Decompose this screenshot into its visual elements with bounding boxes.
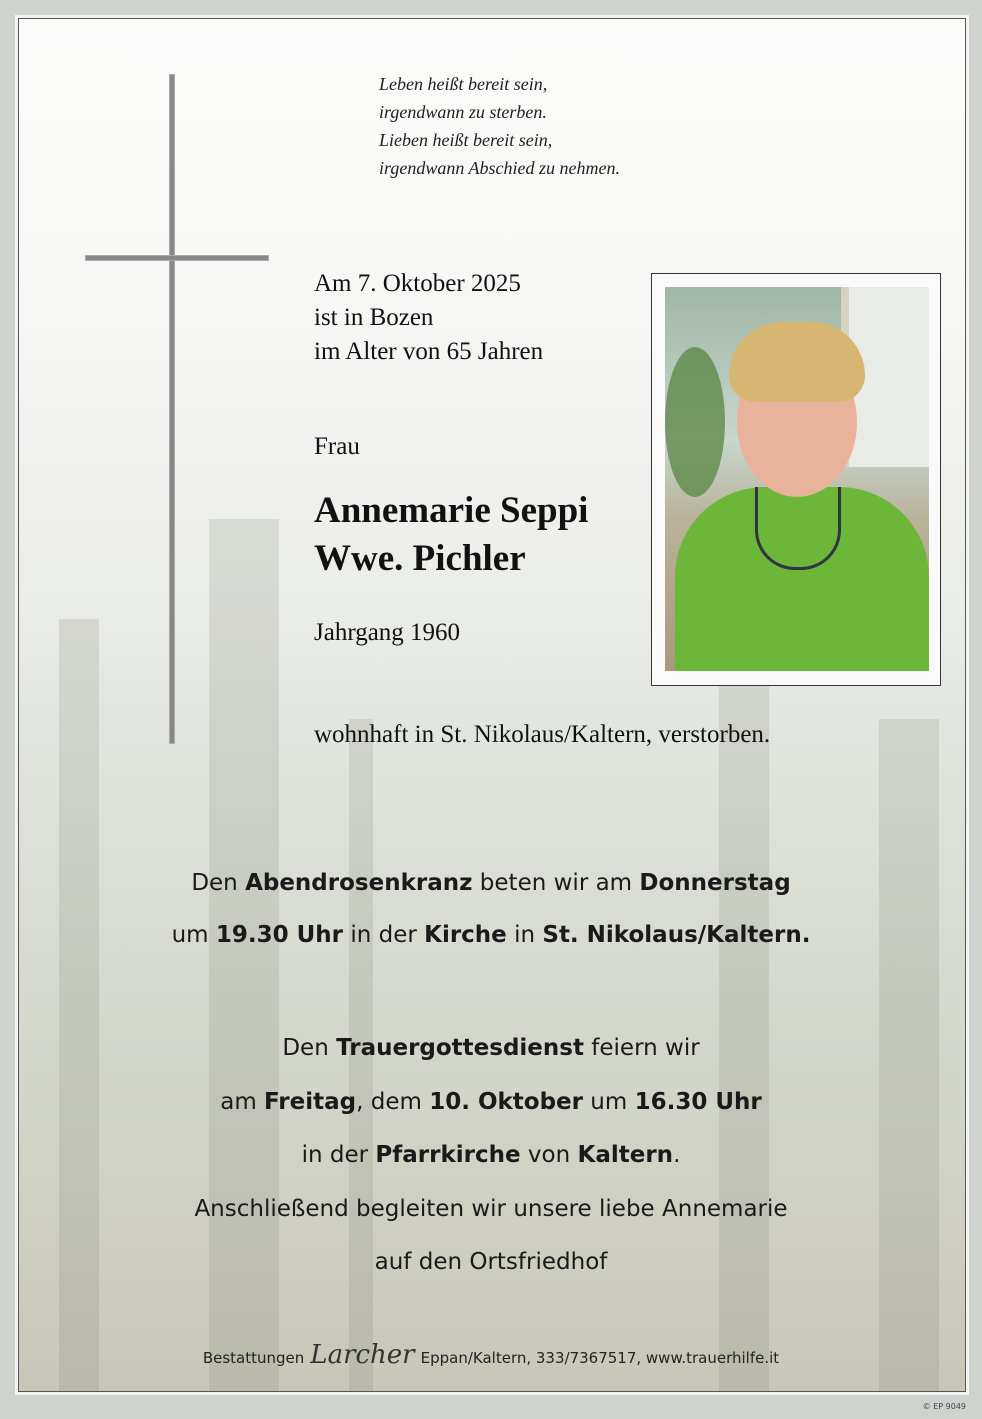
intro bbox=[314, 267, 543, 369]
quote-line: irgendwann zu sterben. bbox=[379, 102, 547, 122]
quote bbox=[379, 70, 620, 182]
name-line: Annemarie Seppi bbox=[314, 490, 589, 531]
quote-line: irgendwann Abschied zu nehmen. bbox=[379, 158, 620, 178]
cross-icon-bar bbox=[85, 255, 269, 261]
intro-line: im Alter von 65 Jahren bbox=[314, 338, 544, 365]
quote-line: Leben heißt bereit sein, bbox=[379, 74, 548, 94]
funeral-home-logo: Larcher bbox=[310, 1340, 415, 1370]
deceased-name bbox=[314, 487, 588, 583]
rosary-line-1: Den Abendrosenkranz beten wir am Donnerstag bbox=[191, 870, 791, 896]
footer: Bestattungen Larcher Eppan/Kaltern, 333/7367517, www.trauerhilfe.it bbox=[202, 1340, 780, 1370]
service-line-2: am Freitag, dem 10. Oktober um 16.30 Uhr bbox=[220, 1089, 762, 1115]
service-line-5: auf den Ortsfriedhof bbox=[374, 1249, 608, 1275]
birth-year: Jahrgang 1960 bbox=[314, 619, 461, 646]
name-line: Wwe. Pichler bbox=[314, 538, 526, 579]
portrait-photo bbox=[651, 273, 941, 686]
service-line-1: Den Trauergottesdienst feiern wir bbox=[282, 1035, 700, 1061]
service-line-4: Anschließend begleiten wir unsere liebe Annemarie bbox=[194, 1196, 788, 1222]
salutation: Frau bbox=[314, 433, 360, 460]
cross-icon bbox=[169, 74, 175, 744]
rosary-line-2: um 19.30 Uhr in der Kirche in St. Nikolaus/Kaltern. bbox=[171, 922, 811, 948]
service-line-3: in der Pfarrkirche von Kaltern. bbox=[301, 1142, 681, 1168]
intro-line: Am 7. Oktober 2025 bbox=[314, 270, 521, 297]
product-code: © EP 9049 bbox=[922, 1402, 966, 1411]
quote-line: Lieben heißt bereit sein, bbox=[379, 130, 553, 150]
intro-line: ist in Bozen bbox=[314, 304, 434, 331]
residence: wohnhaft in St. Nikolaus/Kaltern, verstorben. bbox=[314, 721, 771, 748]
portrait-image bbox=[665, 287, 929, 671]
